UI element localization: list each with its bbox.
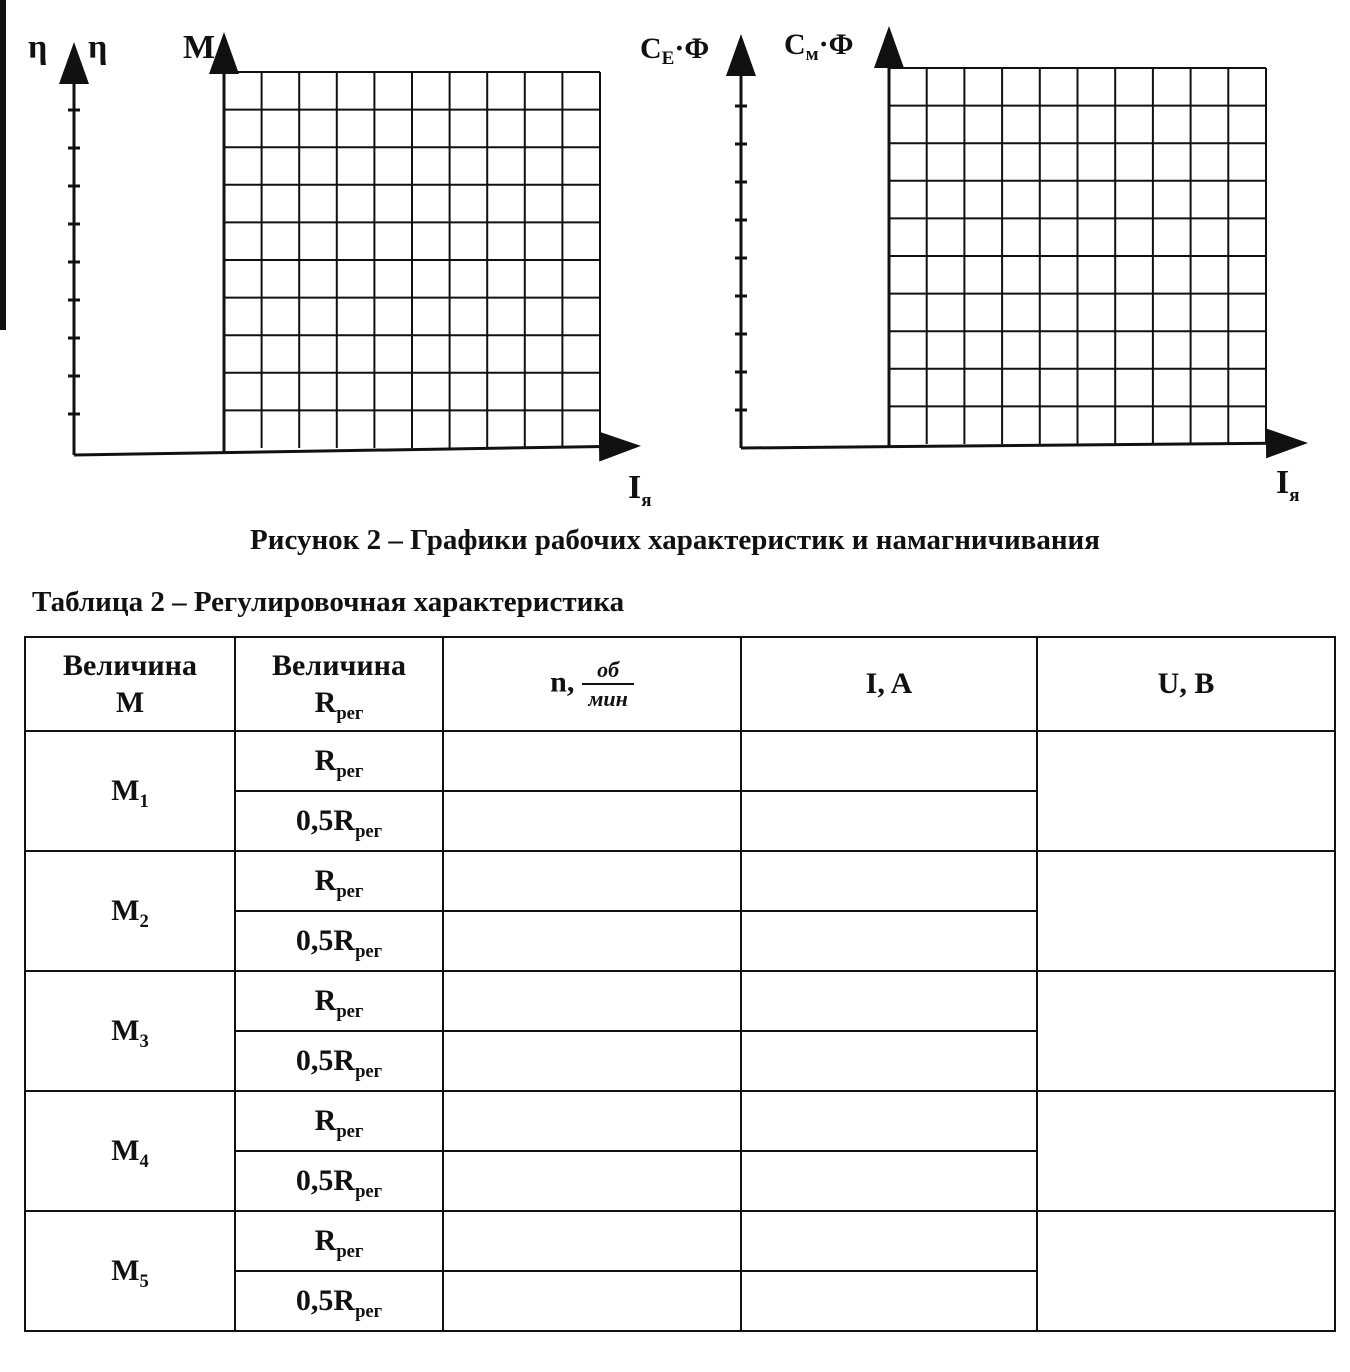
cell-current (741, 1031, 1037, 1091)
left-y-label-m: M (183, 29, 216, 66)
left-grid (224, 72, 600, 448)
cell-m: $M_4$ (25, 1091, 235, 1211)
cell-current (741, 791, 1037, 851)
cell-current (741, 851, 1037, 911)
cell-current (741, 971, 1037, 1031)
regulation-table (24, 636, 1336, 1332)
cell-n (443, 1211, 741, 1271)
cell-voltage (1037, 731, 1335, 851)
cell-r: $0,5R_{рег}$ (235, 1031, 443, 1091)
header-r (235, 637, 443, 731)
cell-n (443, 791, 741, 851)
table-row (25, 731, 1335, 791)
cell-voltage (1037, 1091, 1335, 1211)
cell-n (443, 911, 741, 971)
left-x-axis (74, 446, 635, 455)
table-title: Таблица 2 – Регулировочная характеристика (32, 586, 625, 618)
left-x-label: $I_я$ (628, 469, 652, 511)
cell-current (741, 1151, 1037, 1211)
cell-r: $R_{рег}$ (235, 731, 443, 791)
cell-m: $M_2$ (25, 851, 235, 971)
table-header-row (25, 637, 1335, 731)
cell-current (741, 1211, 1037, 1271)
table-row (25, 1091, 1335, 1151)
table-row (25, 1211, 1335, 1271)
header-n-units: $\frac{об}{\text{мин}}$ (582, 656, 634, 713)
cell-current (741, 731, 1037, 791)
cell-n (443, 1151, 741, 1211)
cell-r: $R_{рег}$ (235, 1091, 443, 1151)
left-y-label-inner: η (88, 29, 108, 66)
cell-n (443, 1091, 741, 1151)
right-x-axis (741, 443, 1302, 448)
figure-caption: Рисунок 2 – Графики рабочих характеристик и намагничивания (250, 524, 1100, 556)
cell-current (741, 1271, 1037, 1331)
cell-n (443, 1271, 741, 1331)
cell-m: $M_1$ (25, 731, 235, 851)
cell-r: $0,5R_{рег}$ (235, 1151, 443, 1211)
cell-r: $0,5R_{рег}$ (235, 1271, 443, 1331)
cell-r: $R_{рег}$ (235, 971, 443, 1031)
header-n-symbol: n, (550, 664, 575, 698)
header-voltage: U, B (1037, 637, 1335, 731)
right-y-label-cm: $C_м\cdot\Phi$ (784, 28, 854, 65)
cell-current (741, 1091, 1037, 1151)
left-chart (28, 29, 652, 511)
right-y-label-ce: $C_E\cdot\Phi$ (640, 32, 710, 69)
cell-voltage (1037, 971, 1335, 1091)
cell-current (741, 911, 1037, 971)
cell-r: $R_{рег}$ (235, 1211, 443, 1271)
cell-n (443, 971, 741, 1031)
cell-r: $R_{рег}$ (235, 851, 443, 911)
cell-voltage (1037, 851, 1335, 971)
header-r-line2: $R_{рег}$ (314, 686, 364, 725)
header-m-line2: M (115, 686, 145, 719)
cell-n (443, 1031, 741, 1091)
table-row (25, 851, 1335, 911)
header-m-line1: Величина (63, 648, 197, 682)
header-n (443, 637, 741, 731)
table-row (25, 971, 1335, 1031)
cell-n (443, 851, 741, 911)
cell-n (443, 731, 741, 791)
left-y-label-outer: η (28, 29, 48, 66)
right-x-label: $I_я$ (1276, 464, 1300, 506)
cell-voltage (1037, 1211, 1335, 1331)
header-m (25, 637, 235, 731)
figure-graphs (0, 0, 1350, 520)
cell-m: $M_5$ (25, 1211, 235, 1331)
cell-m: $M_3$ (25, 971, 235, 1091)
cell-r: $0,5R_{рег}$ (235, 791, 443, 851)
header-current: I, A (741, 637, 1037, 731)
cell-r: $0,5R_{рег}$ (235, 911, 443, 971)
right-chart (640, 28, 1302, 506)
header-r-line1: Величина (272, 648, 406, 682)
right-grid (889, 68, 1266, 444)
